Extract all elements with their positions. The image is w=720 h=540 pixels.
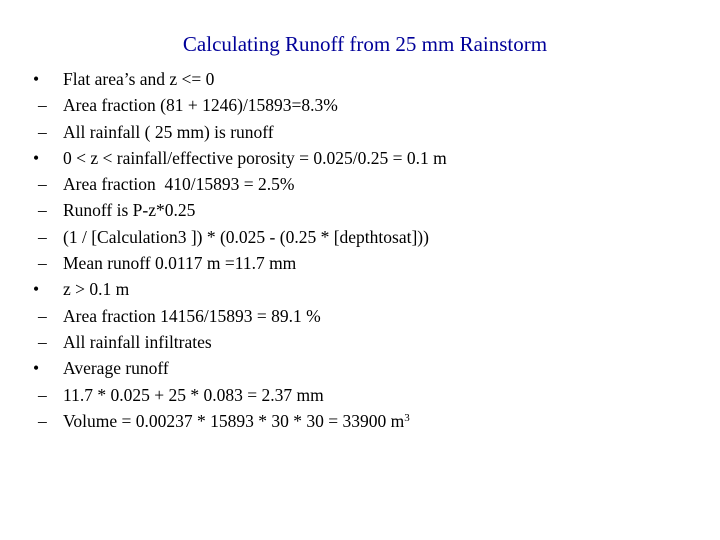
bullet-item-deep-depth bbox=[30, 276, 710, 302]
bullet-icon: • bbox=[33, 147, 40, 168]
bullet-icon: • bbox=[33, 279, 40, 300]
sub-item-text: Mean runoff 0.0117 m =11.7 mm bbox=[63, 253, 297, 274]
bullet-text: Average runoff bbox=[63, 358, 169, 379]
bullet-icon: • bbox=[33, 69, 40, 89]
sub-item-text: All rainfall infiltrates bbox=[63, 331, 212, 352]
dash-icon: – bbox=[38, 410, 47, 431]
dash-icon: – bbox=[38, 121, 47, 142]
bullet-item-average-runoff bbox=[30, 355, 710, 381]
dash-icon: – bbox=[38, 331, 47, 352]
bullet-icon: • bbox=[33, 358, 40, 379]
dash-icon: – bbox=[38, 226, 47, 247]
sub-item bbox=[30, 92, 710, 118]
dash-icon: – bbox=[38, 384, 47, 405]
sub-item-text: Area fraction (81 + 1246)/15893=8.3% bbox=[63, 95, 338, 116]
sub-item-text: (1 / [Calculation3 ]) * (0.025 - (0.25 * [depthtosat])) bbox=[63, 226, 429, 247]
sub-item bbox=[30, 250, 710, 276]
sub-item-volume bbox=[30, 408, 710, 434]
volume-text: Volume = 0.00237 * 15893 * 30 * 30 = 33900 m bbox=[63, 410, 405, 431]
sub-item bbox=[30, 197, 710, 223]
sub-item-text: All rainfall ( 25 mm) is runoff bbox=[63, 121, 274, 142]
sub-item bbox=[30, 303, 710, 329]
dash-icon: – bbox=[38, 95, 47, 116]
dash-icon: – bbox=[38, 200, 47, 221]
sub-list bbox=[30, 382, 710, 435]
bullet-item-shallow-depth bbox=[30, 145, 710, 171]
bullet-item-flat-areas bbox=[30, 66, 710, 92]
bullet-text: z > 0.1 m bbox=[63, 279, 130, 300]
sub-list bbox=[30, 92, 710, 145]
unit-exponent: 3 bbox=[404, 411, 410, 424]
sub-item-text: Area fraction 410/15893 = 2.5% bbox=[63, 174, 295, 195]
sub-item-text: Area fraction 14156/15893 = 89.1 % bbox=[63, 305, 321, 326]
bullet-text: Flat area’s and z <= 0 bbox=[63, 69, 215, 89]
sub-item-text: Runoff is P-z*0.25 bbox=[63, 200, 196, 221]
sub-item bbox=[30, 224, 710, 250]
sub-item bbox=[30, 171, 710, 197]
sub-item bbox=[30, 329, 710, 355]
dash-icon: – bbox=[38, 305, 47, 326]
dash-icon: – bbox=[38, 174, 47, 195]
sub-list bbox=[30, 303, 710, 356]
bullet-list bbox=[30, 66, 710, 434]
dash-icon: – bbox=[38, 253, 47, 274]
sub-item bbox=[30, 119, 710, 145]
sub-item bbox=[30, 382, 710, 408]
slide-title: Calculating Runoff from 25 mm Rainstorm bbox=[182, 32, 548, 56]
bullet-text: 0 < z < rainfall/effective porosity = 0.025/0.25 = 0.1 m bbox=[63, 147, 447, 168]
sub-list bbox=[30, 171, 710, 276]
sub-item-text: 11.7 * 0.025 + 25 * 0.083 = 2.37 mm bbox=[63, 384, 324, 405]
